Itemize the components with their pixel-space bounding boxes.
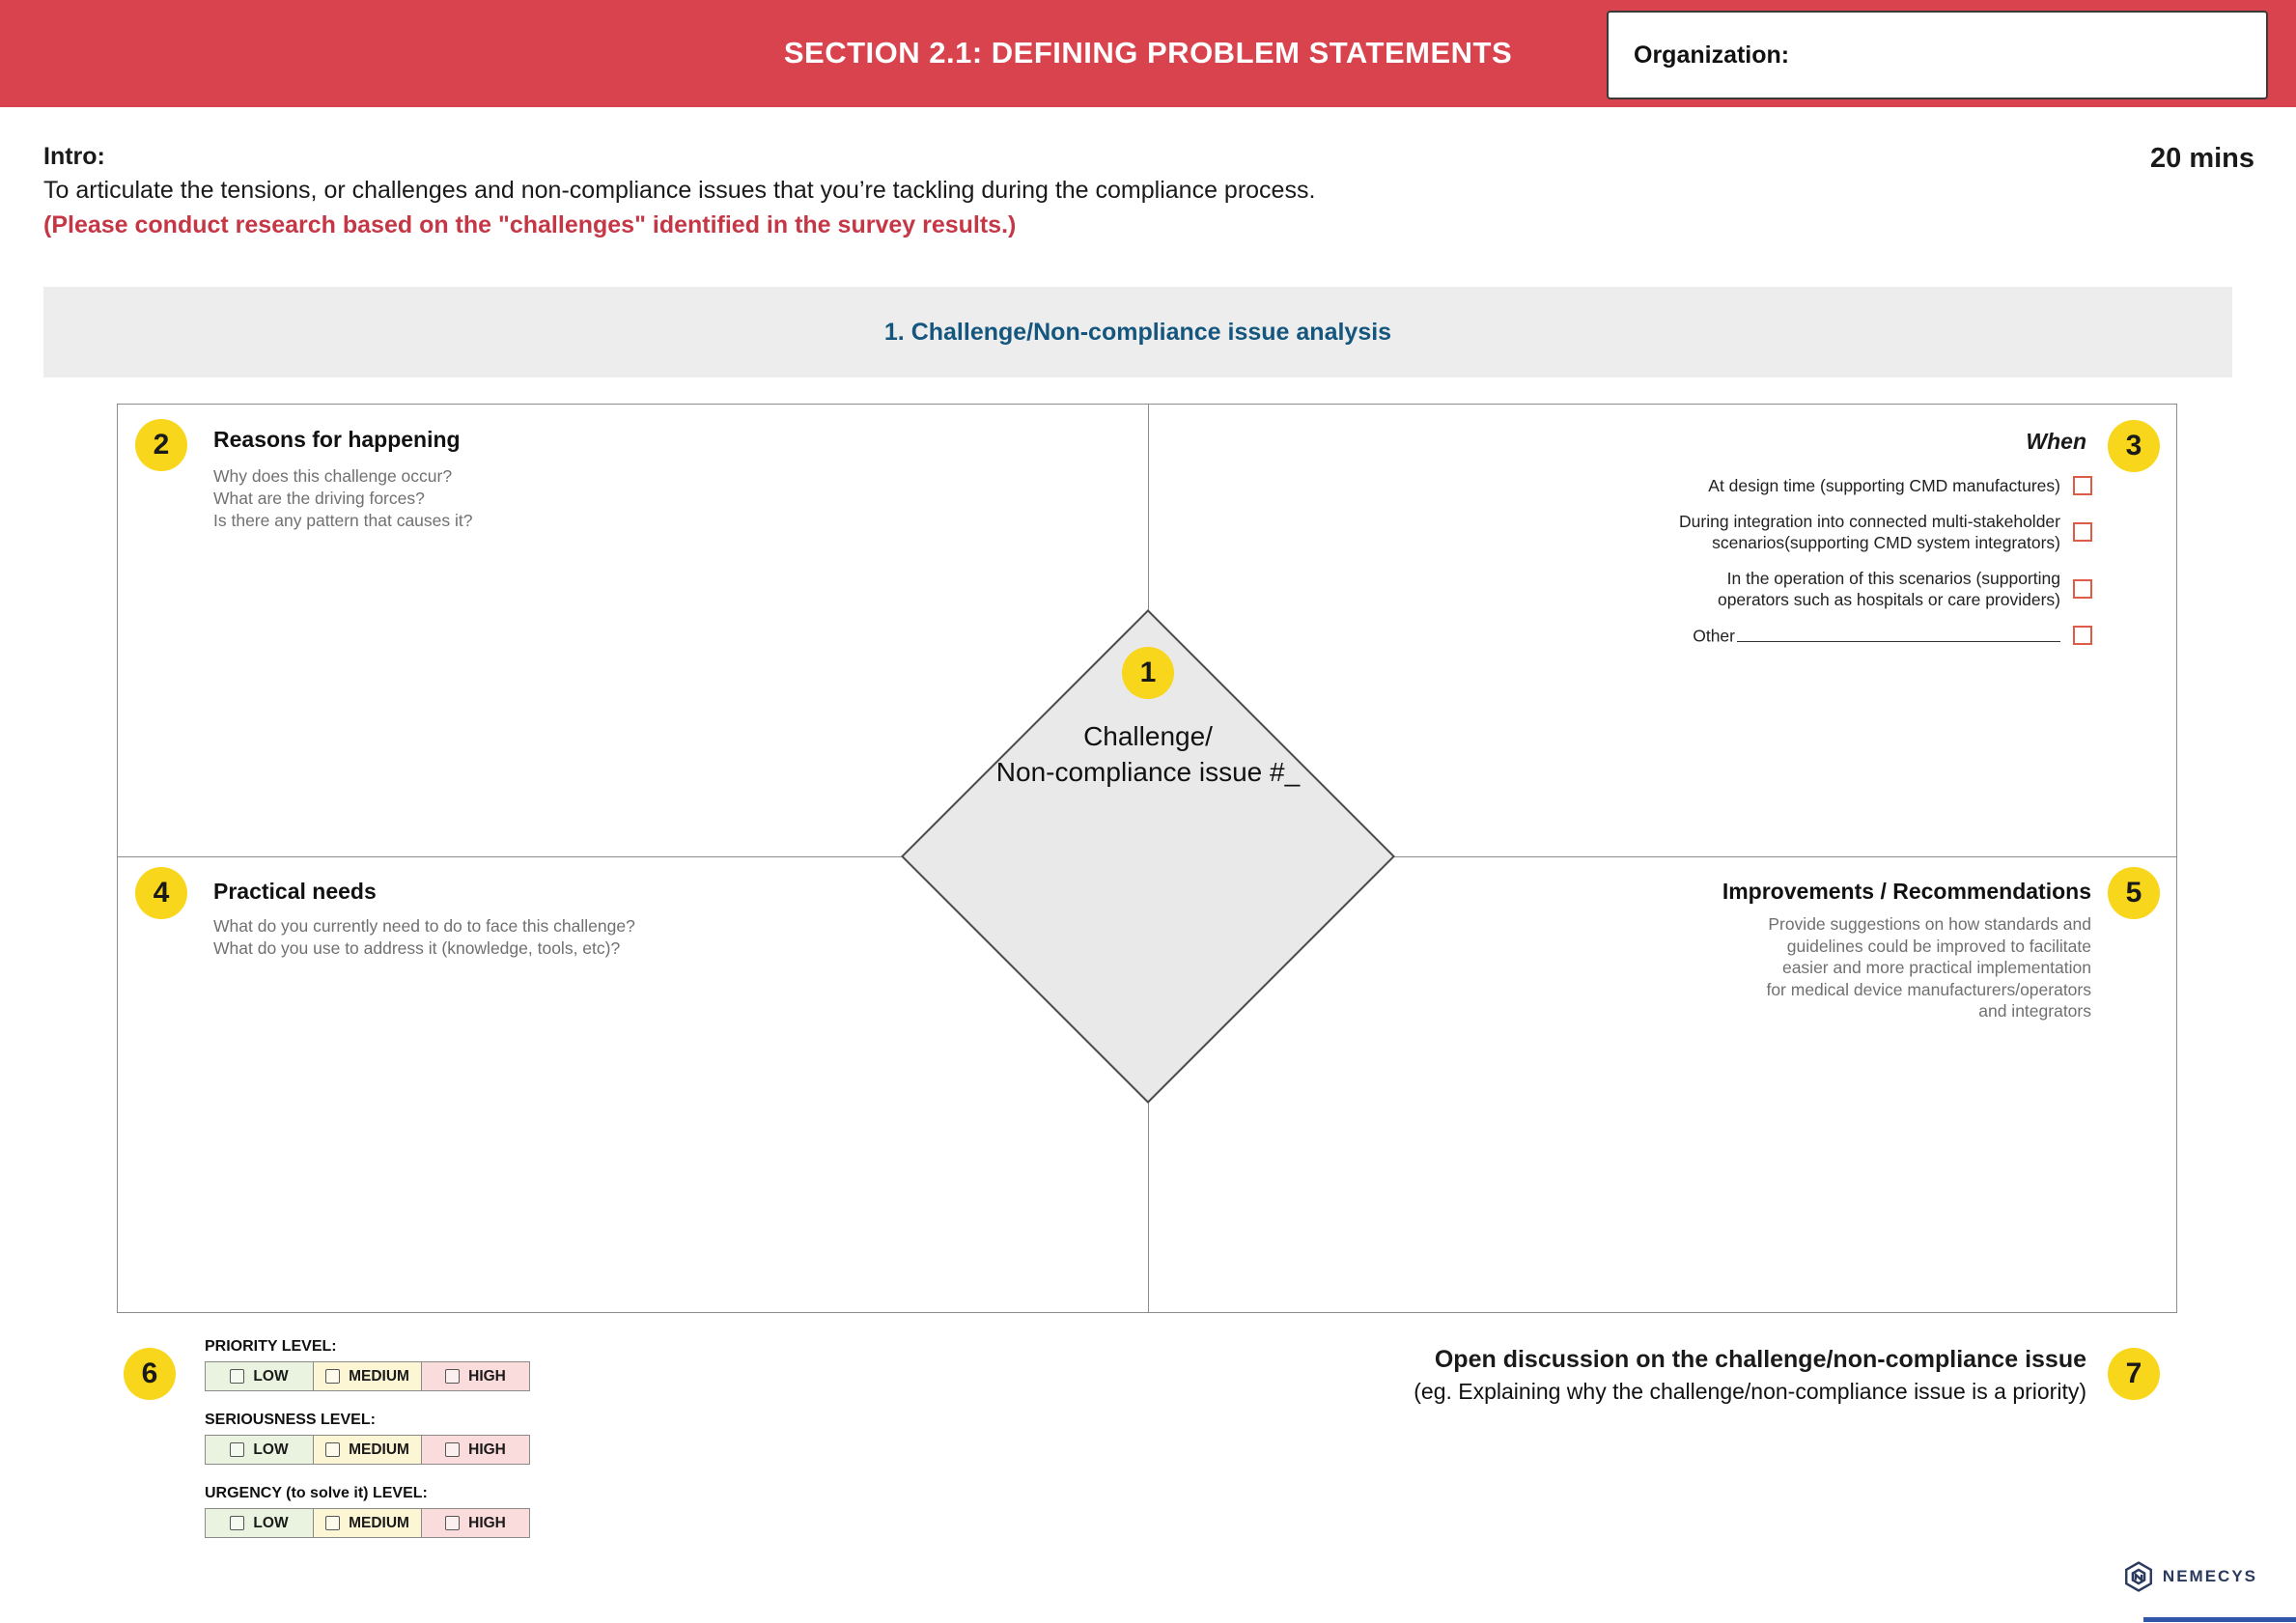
challenge-diamond-label <box>907 718 1389 790</box>
nemecys-hexagon-icon <box>2122 1560 2155 1593</box>
reasons-hints <box>213 465 473 532</box>
organization-box <box>1607 11 2268 99</box>
page-title: SECTION 2.1: DEFINING PROBLEM STATEMENTS <box>783 36 1513 70</box>
seriousness-level-label: SERIOUSNESS LEVEL: <box>205 1412 376 1428</box>
when-option-label: In the operation of this scenarios (supporting operators such as hospitals or care providers) <box>1717 569 2060 609</box>
priority-level-group <box>205 1338 530 1391</box>
urgency-high-cell[interactable] <box>421 1508 530 1538</box>
reasons-hint-1: Why does this challenge occur? <box>213 466 453 486</box>
urgency-low-checkbox[interactable] <box>230 1516 244 1530</box>
intro-text: To articulate the tensions, or challenges and non-compliance issues that you’re tackling during the compliance process. <box>43 177 1316 204</box>
other-fill-line[interactable] <box>1737 625 2060 642</box>
seriousness-high-checkbox[interactable] <box>445 1442 460 1457</box>
improvements-title: Improvements / Recommendations <box>1722 879 2091 904</box>
seriousness-high-label: HIGH <box>468 1441 506 1458</box>
when-checkbox-other[interactable] <box>2073 626 2092 645</box>
priority-low-cell[interactable] <box>205 1361 314 1391</box>
when-options <box>1629 475 2092 661</box>
priority-level-row <box>205 1361 530 1391</box>
when-option-label <box>1693 625 2060 647</box>
practical-hint-2: What do you use to address it (knowledge, tools, etc)? <box>213 938 621 958</box>
seriousness-low-label: LOW <box>253 1441 289 1458</box>
seriousness-medium-cell[interactable] <box>313 1435 422 1465</box>
other-label: Other <box>1693 626 1735 646</box>
when-option-design-time <box>1629 475 2092 496</box>
urgency-level-group <box>205 1485 530 1538</box>
discussion-title: Open discussion on the challenge/non-compliance issue <box>1434 1346 2086 1373</box>
badge-5: 5 <box>2108 867 2160 919</box>
seriousness-level-group <box>205 1412 530 1465</box>
badge-1: 1 <box>1122 647 1174 699</box>
reasons-hint-2: What are the driving forces? <box>213 489 425 508</box>
when-checkbox-operation[interactable] <box>2073 579 2092 599</box>
badge-4: 4 <box>135 867 187 919</box>
challenge-line-2[interactable]: Non-compliance issue #_ <box>995 757 1301 787</box>
organization-label: Organization: <box>1634 41 1790 69</box>
reasons-title: Reasons for happening <box>213 427 461 452</box>
badge-7: 7 <box>2108 1348 2160 1400</box>
urgency-low-label: LOW <box>253 1514 289 1531</box>
analysis-banner-title: 1. Challenge/Non-compliance issue analysis <box>883 318 1392 346</box>
badge-3: 3 <box>2108 420 2160 472</box>
when-option-operation <box>1629 568 2092 610</box>
seriousness-medium-label: MEDIUM <box>349 1441 409 1458</box>
priority-high-label: HIGH <box>468 1367 506 1385</box>
priority-low-checkbox[interactable] <box>230 1369 244 1384</box>
seriousness-level-row <box>205 1435 530 1465</box>
urgency-medium-cell[interactable] <box>313 1508 422 1538</box>
seriousness-high-cell[interactable] <box>421 1435 530 1465</box>
priority-medium-cell[interactable] <box>313 1361 422 1391</box>
badge-6: 6 <box>124 1348 176 1400</box>
urgency-medium-label: MEDIUM <box>349 1514 409 1531</box>
priority-high-cell[interactable] <box>421 1361 530 1391</box>
brand-logo <box>2122 1560 2257 1593</box>
intro-note: (Please conduct research based on the "challenges" identified in the survey results.) <box>43 211 1017 238</box>
intro-label: Intro: <box>43 143 105 170</box>
bottom-accent-strip <box>2143 1617 2296 1622</box>
urgency-level-label: URGENCY (to solve it) LEVEL: <box>205 1485 428 1501</box>
when-checkbox-integration[interactable] <box>2073 522 2092 542</box>
analysis-banner <box>43 287 2232 378</box>
discussion-subtitle: (eg. Explaining why the challenge/non-compliance issue is a priority) <box>1414 1379 2086 1404</box>
priority-medium-checkbox[interactable] <box>325 1369 340 1384</box>
when-option-label: During integration into connected multi-stakeholder scenarios(supporting CMD system integrators) <box>1679 512 2060 552</box>
urgency-level-row <box>205 1508 530 1538</box>
urgency-medium-checkbox[interactable] <box>325 1516 340 1530</box>
seriousness-medium-checkbox[interactable] <box>325 1442 340 1457</box>
priority-low-label: LOW <box>253 1367 289 1385</box>
organization-input[interactable] <box>1803 26 2253 84</box>
practical-title: Practical needs <box>213 879 377 904</box>
challenge-line-1: Challenge/ <box>1083 721 1213 751</box>
seriousness-low-checkbox[interactable] <box>230 1442 244 1457</box>
when-option-label: At design time (supporting CMD manufactures) <box>1708 476 2060 495</box>
urgency-high-label: HIGH <box>468 1514 506 1531</box>
seriousness-low-cell[interactable] <box>205 1435 314 1465</box>
when-title: When <box>2026 429 2086 454</box>
when-checkbox-design-time[interactable] <box>2073 476 2092 495</box>
brand-name: NEMECYS <box>2162 1567 2257 1585</box>
when-option-integration <box>1629 511 2092 553</box>
badge-2: 2 <box>135 419 187 471</box>
practical-hint-1: What do you currently need to do to face this challenge? <box>213 916 635 936</box>
when-option-other <box>1629 625 2092 647</box>
duration-label: 20 mins <box>2150 143 2254 174</box>
urgency-low-cell[interactable] <box>205 1508 314 1538</box>
reasons-hint-3: Is there any pattern that causes it? <box>213 511 473 530</box>
practical-hints <box>213 915 635 960</box>
priority-high-checkbox[interactable] <box>445 1369 460 1384</box>
urgency-high-checkbox[interactable] <box>445 1516 460 1530</box>
priority-medium-label: MEDIUM <box>349 1367 409 1385</box>
improvements-hint: Provide suggestions on how standards and guidelines could be improved to facilitate easier and more practical implementation for medical device manufacturers/operators and integrators <box>1766 914 2091 1021</box>
priority-level-label: PRIORITY LEVEL: <box>205 1338 337 1355</box>
